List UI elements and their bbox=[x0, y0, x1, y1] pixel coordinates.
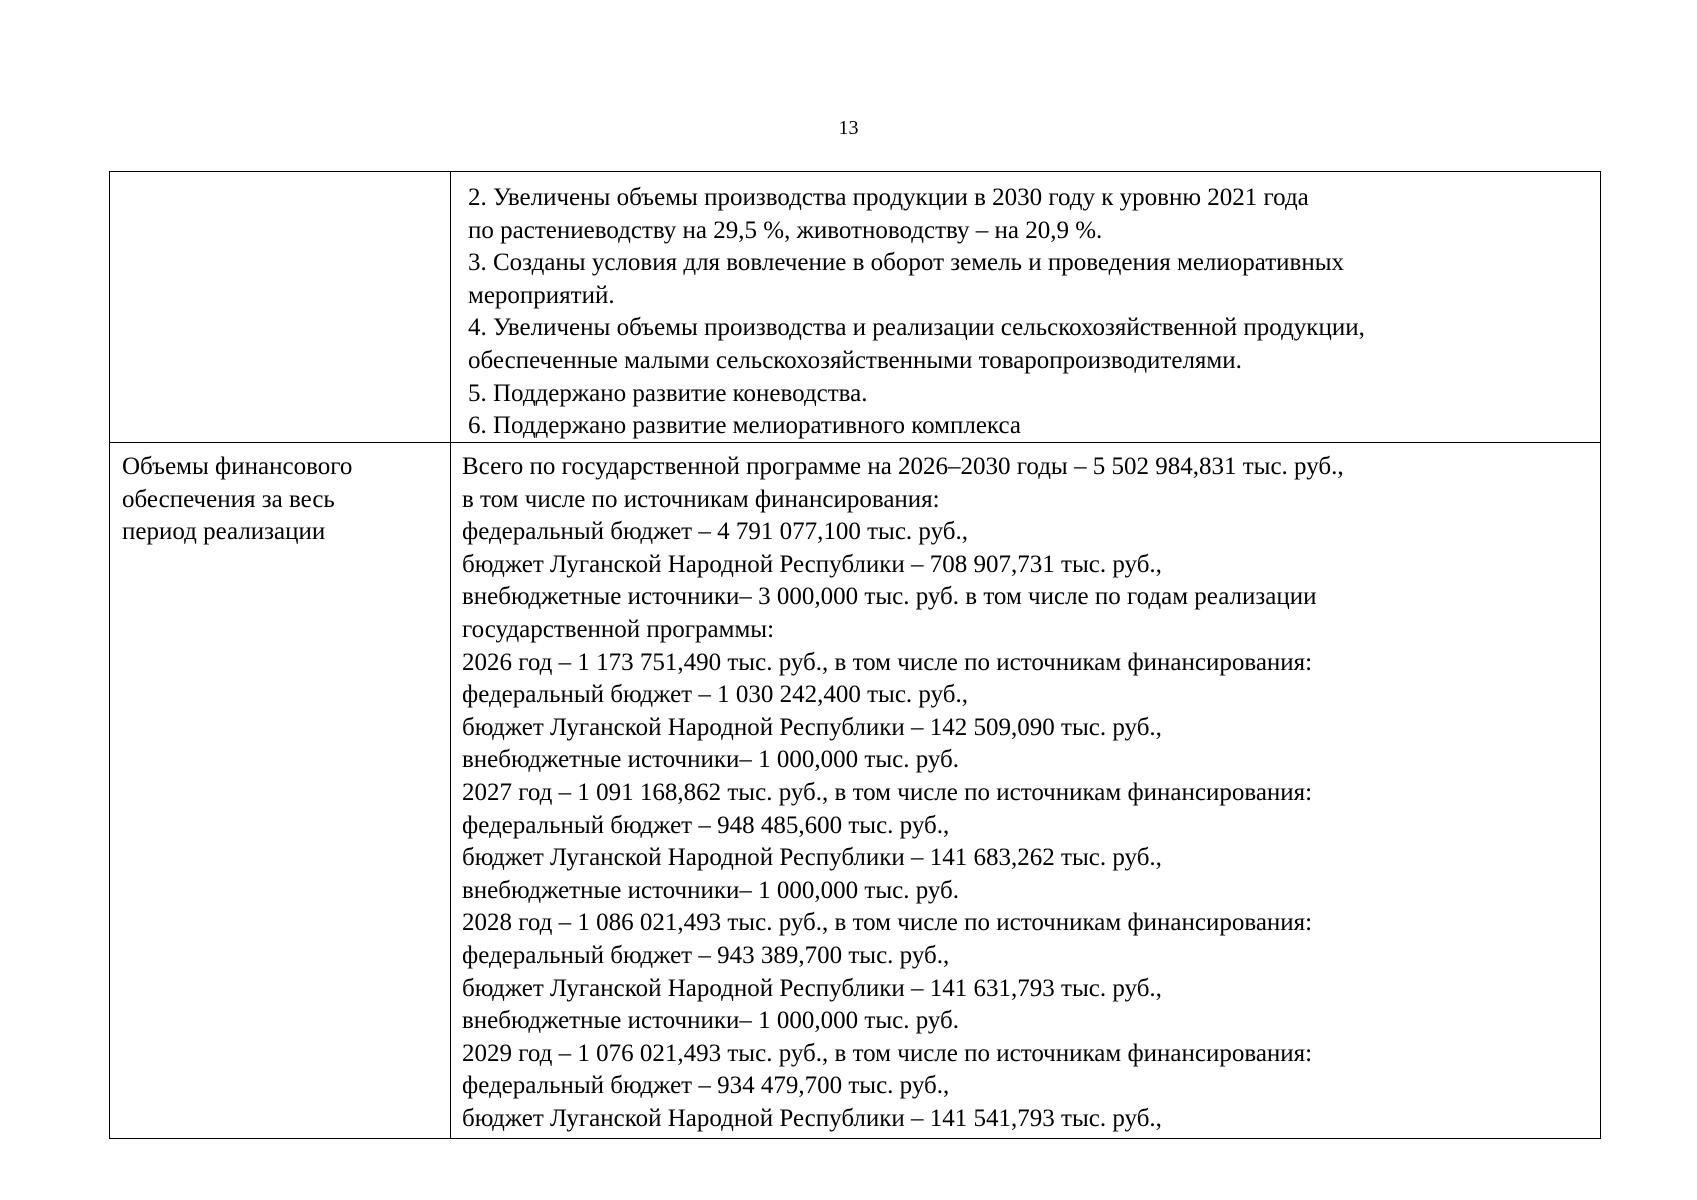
funding-label-line: обеспечения за весь bbox=[122, 485, 335, 513]
funding-line: бюджет Луганской Народной Республики – 141 683,262 тыс. руб., bbox=[462, 844, 1162, 872]
funding-line: Всего по государственной программе на 2026–2030 годы – 5 502 984,831 тыс. руб., bbox=[462, 453, 1344, 480]
funding-line: бюджет Луганской Народной Республики – 141 541,793 тыс. руб., bbox=[462, 1104, 1162, 1132]
funding-label bbox=[110, 443, 450, 549]
results-line: 6. Поддержано развитие мелиоративного комплекса bbox=[468, 412, 1021, 440]
table-cell-funding-label bbox=[110, 443, 451, 1139]
funding-line: внебюджетные источники– 1 000,000 тыс. руб. bbox=[462, 1007, 960, 1035]
table-cell-results-label bbox=[110, 172, 451, 443]
results-line: по растениеводству на 29,5 %, животноводству – на 20,9 %. bbox=[468, 216, 1103, 244]
table-cell-results bbox=[451, 172, 1601, 443]
funding-line: 2026 год – 1 173 751,490 тыс. руб., в том числе по источникам финансирования: bbox=[462, 648, 1313, 676]
results-line: 2. Увеличены объемы производства продукции в 2030 году к уровню 2021 года bbox=[468, 184, 1309, 211]
funding-line: в том числе по источникам финансирования: bbox=[462, 485, 940, 513]
funding-line: 2027 год – 1 091 168,862 тыс. руб., в том числе по источникам финансирования: bbox=[462, 778, 1313, 806]
results-line: 4. Увеличены объемы производства и реализации сельскохозяйственной продукции, bbox=[468, 314, 1365, 342]
funding-line: 2028 год – 1 086 021,493 тыс. руб., в том числе по источникам финансирования: bbox=[462, 909, 1313, 937]
results-line: 3. Созданы условия для вовлечение в оборот земель и проведения мелиоративных bbox=[468, 249, 1345, 277]
program-passport-table bbox=[109, 171, 1601, 1139]
funding-line: государственной программы: bbox=[462, 615, 775, 643]
funding-details bbox=[451, 443, 1600, 1138]
funding-line: внебюджетные источники– 1 000,000 тыс. руб. bbox=[462, 746, 960, 774]
results-label-text bbox=[110, 172, 450, 442]
table-row-funding bbox=[110, 443, 1601, 1139]
funding-line: федеральный бюджет – 934 479,700 тыс. руб., bbox=[462, 1072, 950, 1100]
page-number: 13 bbox=[838, 117, 859, 139]
results-list bbox=[451, 172, 1600, 442]
funding-line: бюджет Луганской Народной Республики – 708 907,731 тыс. руб., bbox=[462, 550, 1162, 578]
funding-line: бюджет Луганской Народной Республики – 142 509,090 тыс. руб., bbox=[462, 713, 1162, 741]
funding-line: внебюджетные источники– 3 000,000 тыс. руб. в том числе по годам реализации bbox=[462, 583, 1317, 611]
results-line: обеспеченные малыми сельскохозяйственными товаропроизводителями. bbox=[468, 346, 1242, 374]
funding-line: федеральный бюджет – 943 389,700 тыс. руб., bbox=[462, 941, 950, 969]
funding-line: внебюджетные источники– 1 000,000 тыс. руб. bbox=[462, 876, 960, 904]
funding-line: федеральный бюджет – 1 030 242,400 тыс. руб., bbox=[462, 681, 968, 709]
table-row-results bbox=[110, 172, 1601, 443]
funding-line: бюджет Луганской Народной Республики – 141 631,793 тыс. руб., bbox=[462, 974, 1162, 1002]
funding-label-line: период реализации bbox=[122, 518, 326, 546]
table-cell-funding bbox=[451, 443, 1601, 1139]
results-line: мероприятий. bbox=[468, 281, 615, 309]
funding-label-line: Объемы финансового bbox=[122, 453, 353, 480]
funding-line: федеральный бюджет – 4 791 077,100 тыс. руб., bbox=[462, 518, 968, 546]
funding-line: 2029 год – 1 076 021,493 тыс. руб., в том числе по источникам финансирования: bbox=[462, 1039, 1313, 1067]
funding-line: федеральный бюджет – 948 485,600 тыс. руб., bbox=[462, 811, 950, 839]
results-line: 5. Поддержано развитие коневодства. bbox=[468, 379, 868, 407]
